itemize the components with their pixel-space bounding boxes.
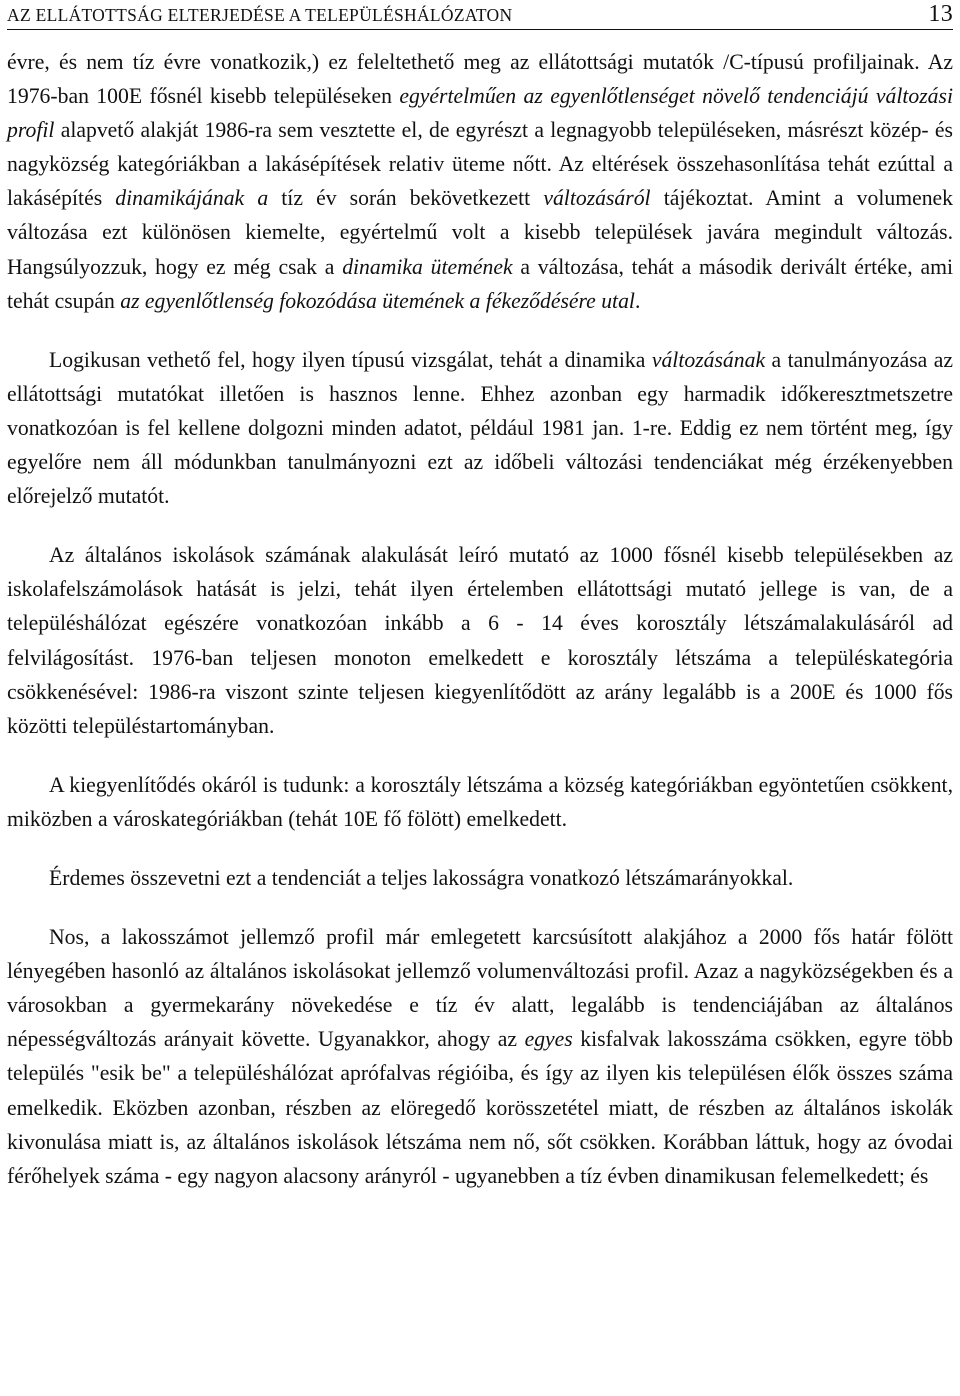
text-run: . [634, 288, 641, 313]
text-run [244, 186, 257, 210]
text-run: Az általános iskolások számának alakulását leíró mutató az 1000 fősnél kisebb településekben az iskolafelszámolások hatását is jelzi, tehát ilyen értelemben ellátottsági mutató jellege is van, de a településhálózat egészére vonatkozóan inkább a 6 - 14 éves korosztály létszámalakulásáról ad felvilágosítást. 1976-ban teljesen monoton emelkedett e korosztály létszáma a településkategória csökkenésével: 1986-ra viszont szinte teljesen kiegyenlítődött az arány legalább is a 200E és 1000 fős közötti településtartományban. [7, 543, 953, 738]
emphasis-text: dinamika ütemének [342, 254, 513, 279]
page-header [7, 3, 953, 30]
running-title: AZ ELLÁTOTTSÁG ELTERJEDÉSE A TELEPÜLÉSHÁLÓZATON [7, 5, 513, 25]
text-run: Nos, a lakosszámot jellemző profil már emlegetett karcsúsított alakjához a 2000 fős határ fölött lényegében hasonló az általános iskolásokat jellemző volumenváltozási profil. Azaz a nagyközségekben és a városokban a gyermekarány növekedése e tíz év alatt, legalább is tendenciájában az általános népességváltozás arányait követte. Ugyanakkor, ahogy az [7, 925, 953, 1052]
text-run: Logikusan vethető fel, hogy ilyen típusú vizsgálat, tehát a dinamika [49, 347, 652, 372]
text-run: a változása, tehát a második derivált értéke, ami tehát csupán [7, 254, 954, 313]
paragraph-5 [7, 861, 953, 895]
emphasis-text: változásáról [543, 186, 651, 211]
text-run: a tanulmányozása az ellátottsági mutatókat illetően is hasznos lenne. Ehhez azonban egy harmadik időkeresztmetszetre vonatkozóan is fel kellene dolgozni minden adatot, például 1981 jan. 1-re. Eddig ez nem történt meg, így egyelőre nem áll módunkban tanulmányozni ezt az időbeli változási tendenciákat még érzékenyebben előrejelző mutatót. [7, 347, 953, 509]
emphasis-text: dinamikájának [115, 186, 245, 211]
text-run: Érdemes összevetni ezt a tendenciát a teljes lakosságra vonatkozó létszámarányokkal. [49, 865, 794, 890]
text-run: A kiegyenlítődés okáról is tudunk: a korosztály létszáma a község kategóriákban egyöntetűen csökkent, miközben a városkategóriákban (tehát 10E fő fölött) emelkedett. [7, 772, 953, 831]
paragraph-3 [7, 538, 953, 743]
text-run: tíz év során bekövetkezett [268, 186, 544, 211]
text-run: kisfalvak lakosszáma csökken, egyre több település "esik be" a településhálózat aprófalvas régióiba, és így az ilyen kis településen élők összes száma emelkedik. Eközben azonban, részben az elöregedő korösszetétel miatt, de részben az általános iskolák kivonulása miatt is, az általános iskolások létszáma nem nő, sőt csökken. Korábban láttuk, hogy az óvodai férőhelyek száma - egy nagyon alacsony arányról - ugyanebben a tíz évben dinamikusan felemelkedett; és [7, 1027, 953, 1188]
emphasis-text: a [257, 186, 269, 211]
emphasis-text: az egyenlőtlenség fokozódása ütemének a fékeződésére utal [120, 288, 635, 313]
page-number: 13 [928, 1, 953, 27]
emphasis-text: változásának [651, 347, 766, 372]
paragraph-4 [7, 768, 953, 836]
paragraph-1 [7, 45, 953, 318]
emphasis-text: egyértelműen az egyenlőtlenséget növelő tendenciájú változási profil [7, 84, 953, 143]
text-run: alapvető alakját 1986-ra sem vesztette el, de egyrészt a legnagyobb településeken, másrészt közép- és nagyközség kategóriákban a lakásépítések relativ üteme nőtt. Az eltérések összehasonlítása tehát ezúttal a lakásépítés [7, 118, 953, 211]
paragraph-6 [7, 920, 953, 1193]
paragraph-2 [7, 343, 953, 513]
body-text [7, 45, 953, 1193]
emphasis-text: egyes [524, 1027, 573, 1052]
text-run: tájékoztat. Amint a volumenek változása ezt különösen kiemelte, egyértelmű volt a kisebb települések javára megindult változás. Hangsúlyozzuk, hogy ez még csak a [7, 186, 954, 279]
text-run: évre, és nem tíz évre vonatkozik,) ez feleltethető meg az ellátottsági mutatók /C-típusú profiljainak. Az 1976-ban 100E fősnél kisebb településeken [7, 50, 953, 109]
